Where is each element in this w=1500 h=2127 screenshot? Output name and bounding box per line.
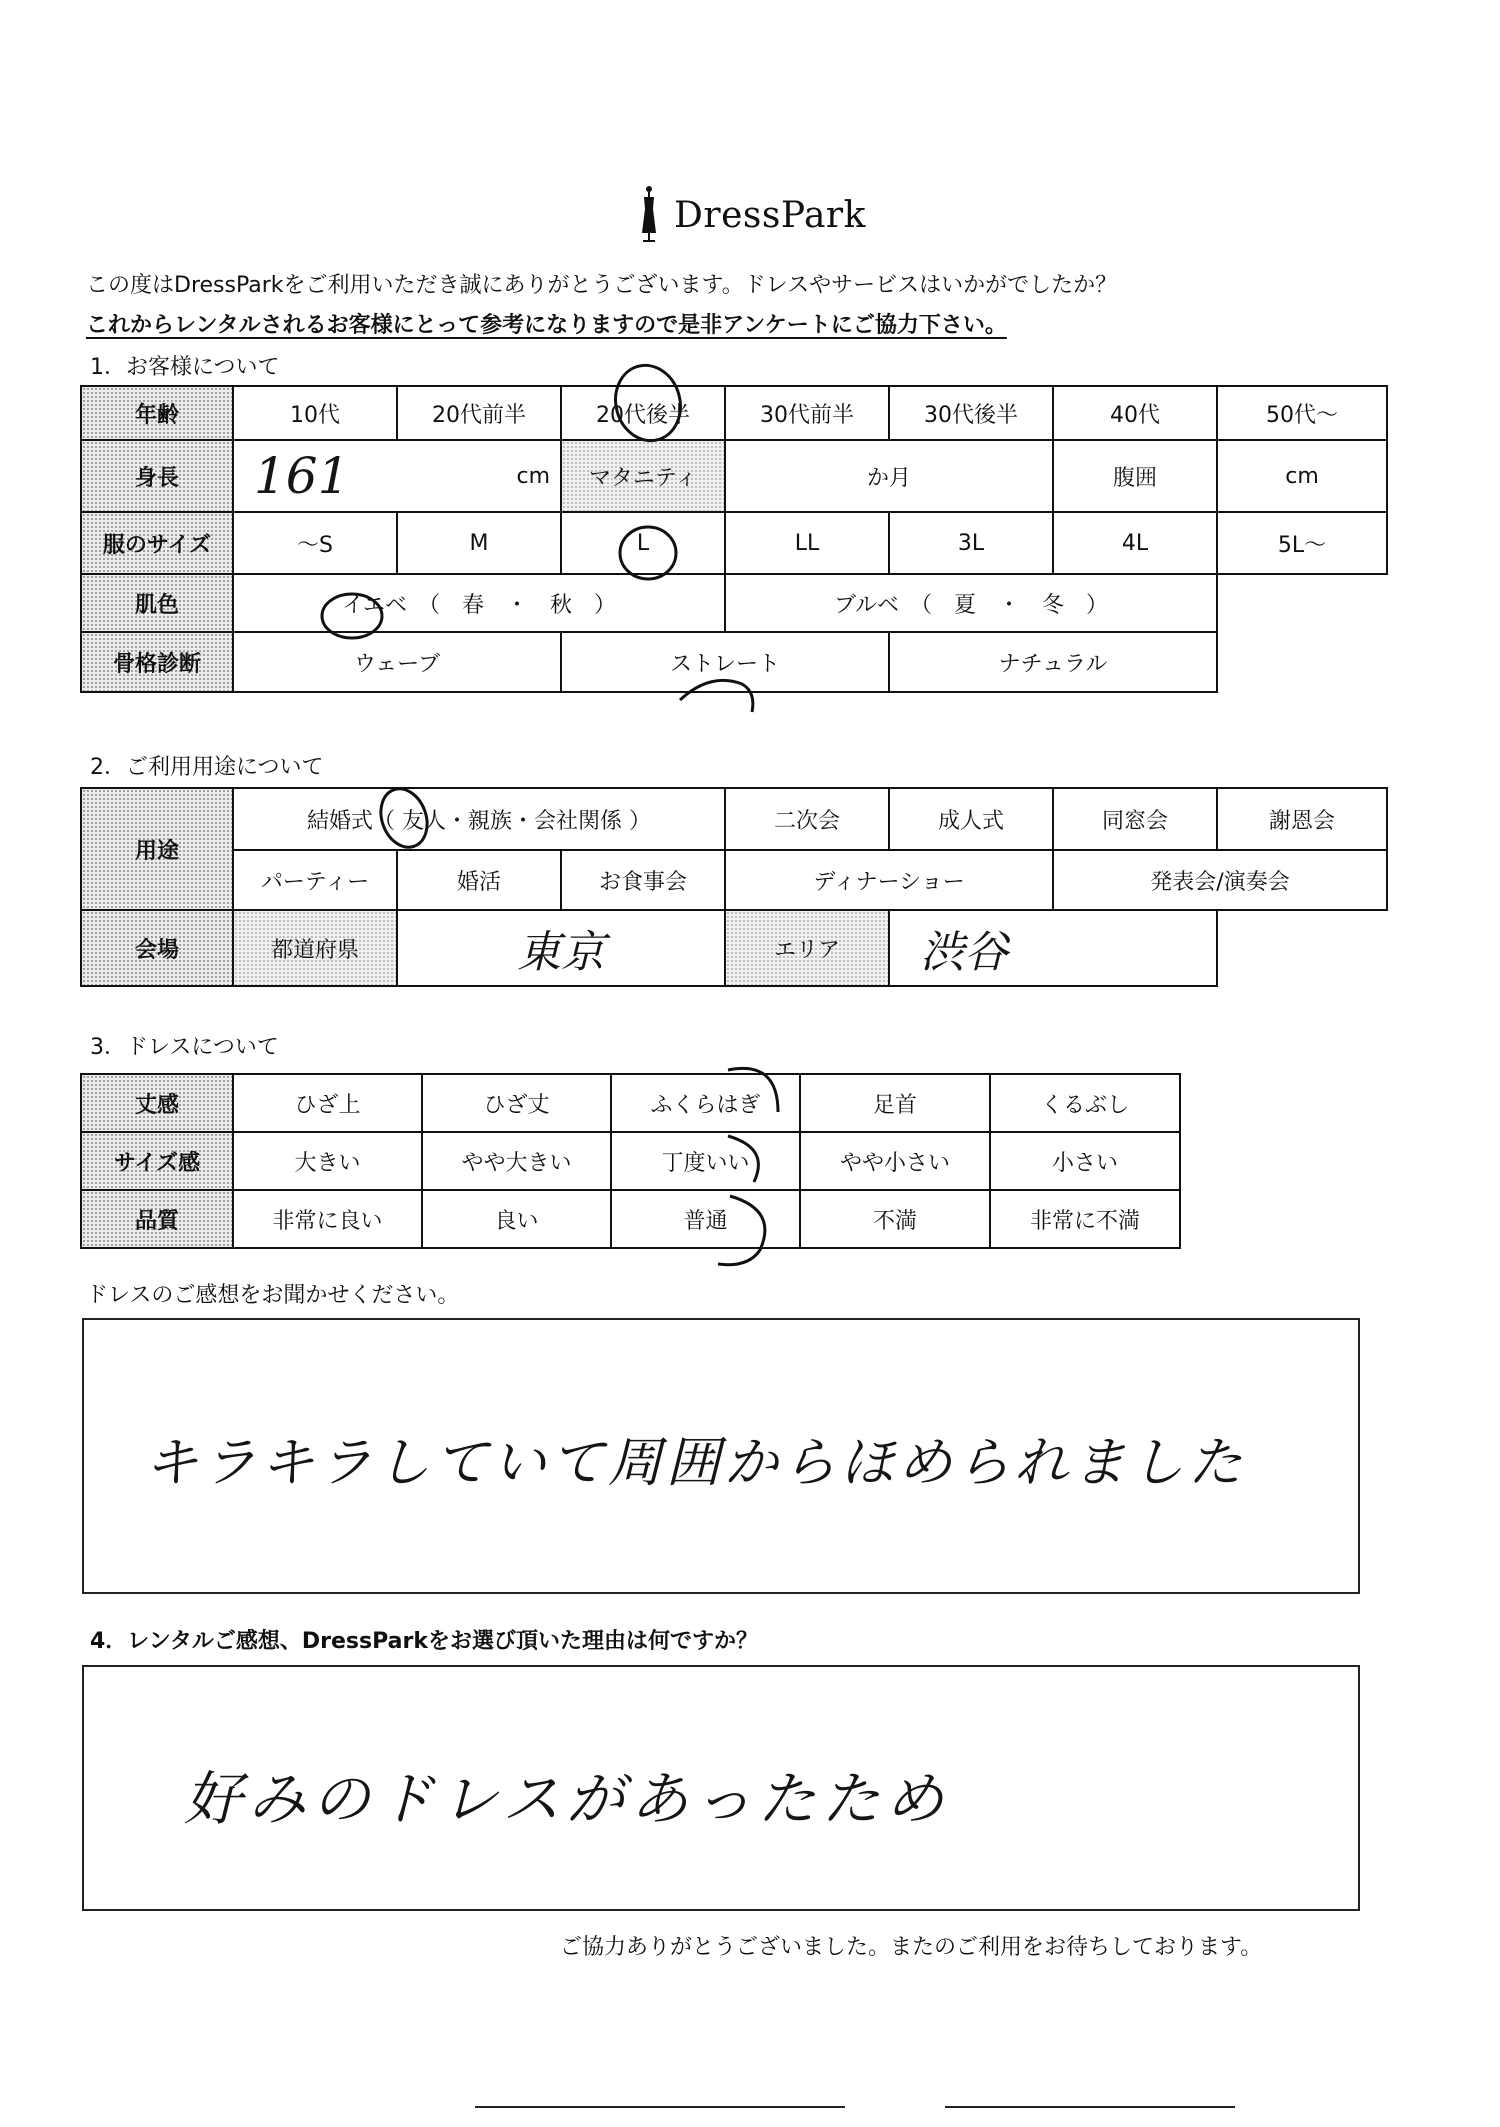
size-option[interactable]: 3L xyxy=(889,512,1053,574)
fit-option-selected[interactable]: 丁度いい xyxy=(611,1132,800,1190)
waist-label: 腹囲 xyxy=(1053,440,1217,512)
length-option[interactable]: ひざ上 xyxy=(233,1074,422,1132)
fit-option[interactable]: やや大きい xyxy=(422,1132,611,1190)
length-option[interactable]: ひざ丈 xyxy=(422,1074,611,1132)
usage-option[interactable]: 成人式 xyxy=(889,788,1053,850)
length-option-selected[interactable]: ふくらはぎ xyxy=(611,1074,800,1132)
age-option[interactable]: 20代前半 xyxy=(397,386,561,440)
usage-option[interactable]: 謝恩会 xyxy=(1217,788,1387,850)
intro-line-2: これからレンタルされるお客様にとって参考になりますので是非アンケートにご協力下さい。 xyxy=(86,313,1007,338)
area-label: エリア xyxy=(725,910,889,986)
footer-thanks: ご協力ありがとうございました。またのご利用をお待ちしております。 xyxy=(560,1935,1263,1960)
length-header: 丈感 xyxy=(81,1074,233,1132)
length-option[interactable]: くるぶし xyxy=(990,1074,1180,1132)
height-header: 身長 xyxy=(81,440,233,512)
age-option[interactable]: 50代～ xyxy=(1217,386,1387,440)
footer-divider-left xyxy=(475,2106,845,2108)
age-option[interactable]: 40代 xyxy=(1053,386,1217,440)
maternity-label: マタニティ xyxy=(561,440,725,512)
height-row xyxy=(81,440,1387,512)
maternity-months-field[interactable] xyxy=(725,440,1053,512)
quality-option[interactable]: 不満 xyxy=(800,1190,990,1248)
dress-comment-box[interactable] xyxy=(82,1318,1360,1594)
skin-blue-option[interactable]: ブルベ （ 夏 ・ 冬 ） xyxy=(725,574,1217,632)
size-option[interactable]: 5L～ xyxy=(1217,512,1387,574)
dress-comment-prompt: ドレスのご感想をお聞かせください。 xyxy=(86,1283,460,1308)
usage-option[interactable]: 発表会/演奏会 xyxy=(1053,850,1387,910)
quality-option[interactable]: 非常に良い xyxy=(233,1190,422,1248)
quality-option[interactable]: 非常に不満 xyxy=(990,1190,1180,1248)
reason-answer-text: 好みのドレスがあったため xyxy=(184,1765,950,1833)
footer-divider-right xyxy=(945,2106,1235,2108)
waist-unit: cm xyxy=(1285,463,1319,489)
area-field[interactable] xyxy=(889,910,1217,986)
prefecture-value: 東京 xyxy=(517,927,605,978)
skin-header: 肌色 xyxy=(81,574,233,632)
usage-option[interactable]: ディナーショー xyxy=(725,850,1053,910)
age-header: 年齢 xyxy=(81,386,233,440)
size-option[interactable]: M xyxy=(397,512,561,574)
height-field[interactable] xyxy=(233,440,561,512)
skin-yellow-option[interactable]: イエベ （ 春 ・ 秋 ） xyxy=(233,574,725,632)
fit-header: サイズ感 xyxy=(81,1132,233,1190)
height-value: 161 xyxy=(254,447,350,505)
section-3-title: 3．ドレスについて xyxy=(90,1035,279,1060)
age-option[interactable]: 30代後半 xyxy=(889,386,1053,440)
height-unit: cm xyxy=(516,463,550,489)
age-option-selected[interactable]: 20代後半 xyxy=(561,386,725,440)
brand-name: DressPark xyxy=(674,194,866,236)
fit-option[interactable]: やや小さい xyxy=(800,1132,990,1190)
length-option[interactable]: 足首 xyxy=(800,1074,990,1132)
size-option[interactable]: 4L xyxy=(1053,512,1217,574)
usage-header: 用途 xyxy=(81,788,233,910)
frame-header: 骨格診断 xyxy=(81,632,233,692)
frame-option-selected[interactable]: ストレート xyxy=(561,632,889,692)
quality-option[interactable]: 良い xyxy=(422,1190,611,1248)
size-option-selected[interactable]: L xyxy=(561,512,725,574)
reason-answer-box[interactable] xyxy=(82,1665,1360,1911)
dress-comment-text: キラキラしていて周囲からほめられました xyxy=(144,1431,1246,1494)
dress-table xyxy=(80,1073,1181,1249)
section-2-title: 2．ご利用用途について xyxy=(90,755,324,780)
brand-logo xyxy=(0,185,1500,245)
usage-option[interactable]: お食事会 xyxy=(561,850,725,910)
months-label: か月 xyxy=(866,465,911,491)
usage-option[interactable]: 同窓会 xyxy=(1053,788,1217,850)
age-option[interactable]: 10代 xyxy=(233,386,397,440)
section-4-title: 4．レンタルご感想、DressParkをお選び頂いた理由は何ですか？ xyxy=(90,1629,758,1654)
waist-field[interactable] xyxy=(1217,440,1387,512)
size-option[interactable]: LL xyxy=(725,512,889,574)
area-value: 渋谷 xyxy=(920,927,1009,978)
dress-icon xyxy=(634,185,664,245)
fit-option[interactable]: 小さい xyxy=(990,1132,1180,1190)
size-option[interactable]: ～S xyxy=(233,512,397,574)
venue-header: 会場 xyxy=(81,910,233,986)
age-row xyxy=(81,386,1387,440)
age-option[interactable]: 30代前半 xyxy=(725,386,889,440)
quality-option-selected[interactable]: 普通 xyxy=(611,1190,800,1248)
usage-option[interactable]: パーティー xyxy=(233,850,397,910)
prefecture-label: 都道府県 xyxy=(233,910,397,986)
usage-option[interactable]: 婚活 xyxy=(397,850,561,910)
fit-option[interactable]: 大きい xyxy=(233,1132,422,1190)
skin-row xyxy=(81,574,1387,632)
size-header: 服のサイズ xyxy=(81,512,233,574)
customer-table xyxy=(80,385,1388,693)
usage-table xyxy=(80,787,1388,987)
frame-row xyxy=(81,632,1387,692)
usage-wedding-option[interactable]: 結婚式（ 友人・親族・会社関係 ） xyxy=(233,788,725,850)
prefecture-field[interactable] xyxy=(397,910,725,986)
size-row xyxy=(81,512,1387,574)
quality-header: 品質 xyxy=(81,1190,233,1248)
usage-option[interactable]: 二次会 xyxy=(725,788,889,850)
intro-line-1: この度はDressParkをご利用いただき誠にありがとうございます。ドレスやサービスはいかがでしたか？ xyxy=(86,273,1118,298)
section-1-title: 1．お客様について xyxy=(90,355,280,380)
frame-option[interactable]: ナチュラル xyxy=(889,632,1217,692)
frame-option[interactable]: ウェーブ xyxy=(233,632,561,692)
